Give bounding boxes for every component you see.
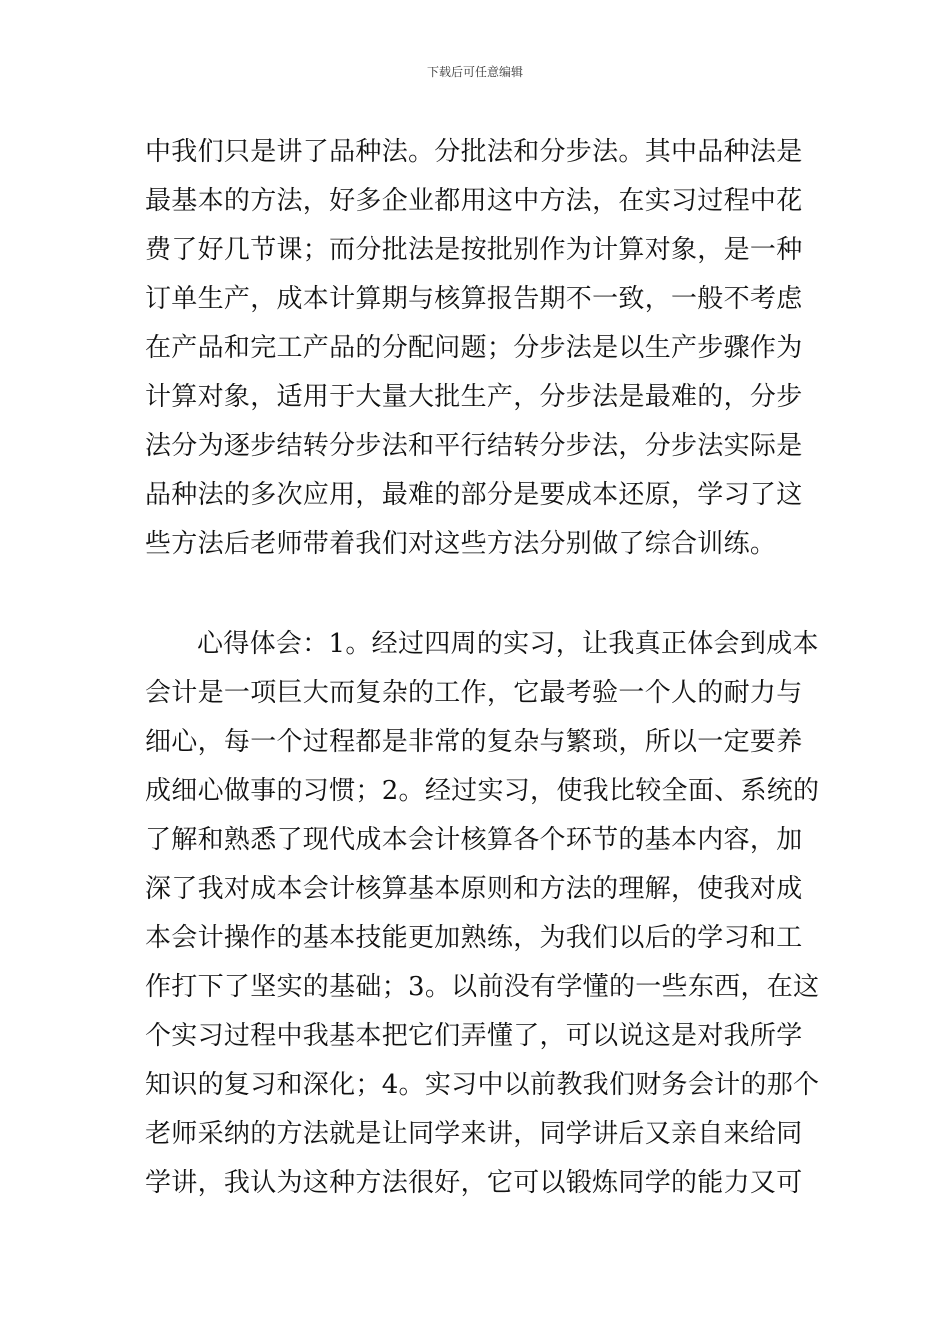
text-line: 知识的复习和深化；4。实习中以前教我们财务会计的那个: [145, 1070, 820, 1100]
text-line: 学讲，我认为这种方法很好，它可以锻炼同学的能力又可: [145, 1168, 803, 1198]
text-line: 成细心做事的习惯；2。经过实习，使我比较全面、系统的: [145, 776, 820, 806]
text-line: 心得体会：1。经过四周的实习，让我真正体会到成本: [197, 629, 819, 659]
text-line: 个实习过程中我基本把它们弄懂了，可以说这是对我所学: [145, 1021, 803, 1051]
paragraph-reflections: [145, 620, 820, 1208]
page-header-note: 下载后可任意编辑: [426, 65, 523, 79]
text-line: 中我们只是讲了品种法。分批法和分步法。其中品种法是: [145, 137, 803, 167]
text-line: 些方法后老师带着我们对这些方法分别做了综合训练。: [145, 529, 777, 559]
text-line: 最基本的方法，好多企业都用这中方法，在实习过程中花: [145, 186, 803, 216]
text-line: 在产品和完工产品的分配问题；分步法是以生产步骤作为: [145, 333, 803, 363]
text-line: 本会计操作的基本技能更加熟练，为我们以后的学习和工: [145, 923, 803, 953]
text-line: 作打下了坚实的基础；3。以前没有学懂的一些东西，在这: [145, 972, 820, 1002]
text-line: 深了我对成本会计核算基本原则和方法的理解，使我对成: [145, 874, 803, 904]
text-line: 品种法的多次应用，最难的部分是要成本还原，学习了这: [145, 480, 803, 510]
text-line: 法分为逐步结转分步法和平行结转分步法，分步法实际是: [145, 431, 803, 461]
text-line: 细心，每一个过程都是非常的复杂与繁琐，所以一定要养: [145, 727, 803, 757]
text-line: 了解和熟悉了现代成本会计核算各个环节的基本内容，加: [145, 825, 803, 855]
text-line: 费了好几节课；而分批法是按批别作为计算对象，是一种: [145, 235, 803, 265]
text-line: 会计是一项巨大而复杂的工作，它最考验一个人的耐力与: [145, 678, 803, 708]
text-line: 计算对象，适用于大量大批生产，分步法是最难的，分步: [145, 382, 803, 412]
paragraph-methods: [145, 128, 810, 569]
text-line: 老师采纳的方法就是让同学来讲，同学讲后又亲自来给同: [145, 1119, 803, 1149]
text-line: 订单生产，成本计算期与核算报告期不一致，一般不考虑: [145, 284, 803, 314]
